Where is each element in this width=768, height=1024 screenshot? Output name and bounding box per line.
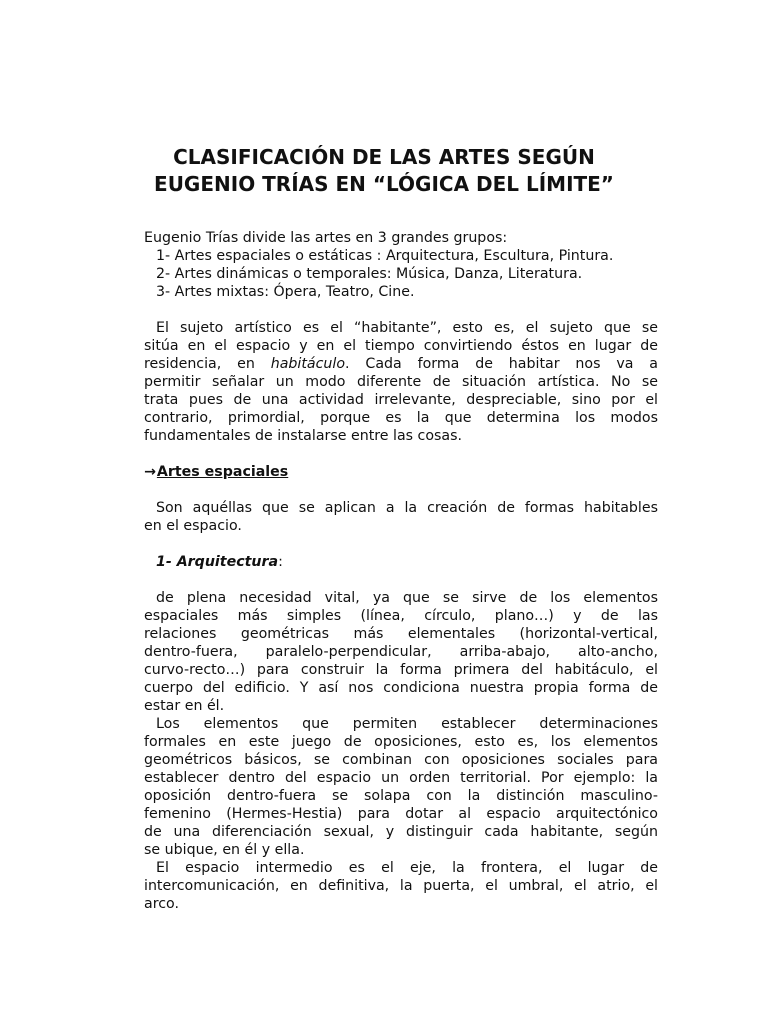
subsection-colon: : bbox=[278, 554, 283, 570]
paragraph-line: Son aquéllas que se aplican a la creación de formas habitables bbox=[156, 500, 658, 516]
list-item-group-3: 3- Artes mixtas: Ópera, Teatro, Cine. bbox=[156, 284, 415, 300]
paragraph-line: en el espacio. bbox=[144, 518, 242, 534]
paragraph-line: contrario, primordial, porque es la que determina los modos bbox=[144, 410, 658, 426]
paragraph-line: trata pues de una actividad irrelevante, despreciable, sino por el bbox=[144, 392, 658, 408]
paragraph-line: intercomunicación, en definitiva, la puerta, el umbral, el atrio, el bbox=[144, 878, 658, 894]
paragraph-artes-espaciales bbox=[144, 499, 658, 535]
document-body bbox=[144, 229, 658, 913]
paragraph-line: dentro-fuera, paralelo-perpendicular, arriba-abajo, alto-ancho, bbox=[144, 644, 658, 660]
paragraph-sujeto-artistico bbox=[144, 319, 658, 445]
paragraph-line: sitúa en el espacio y en el tiempo convirtiendo éstos en lugar de bbox=[144, 338, 658, 354]
paragraph-espacio-intermedio bbox=[144, 859, 658, 913]
paragraph-line: fundamentales de instalarse entre las cosas. bbox=[144, 428, 463, 444]
paragraph-line: geométricos básicos, se combinan con oposiciones sociales para bbox=[144, 752, 658, 768]
paragraph-line: curvo-recto…) para construir la forma primera del habitáculo, el bbox=[144, 662, 658, 678]
paragraph-line: Los elementos que permiten establecer determinaciones bbox=[156, 716, 658, 732]
italic-term-habitaculo: habitáculo bbox=[270, 356, 346, 372]
title-line-1: CLASIFICACIÓN DE LAS ARTES SEGÚN bbox=[173, 145, 595, 169]
list-item-group-1: 1- Artes espaciales o estáticas : Arquitectura, Escultura, Pintura. bbox=[156, 248, 614, 264]
paragraph-arquitectura bbox=[144, 589, 658, 715]
paragraph-line: establecer dentro del espacio un orden territorial. Por ejemplo: la bbox=[144, 770, 658, 786]
paragraph-line: El sujeto artístico es el “habitante”, esto es, el sujeto que se bbox=[156, 320, 658, 336]
paragraph-line: cuerpo del edificio. Y así nos condiciona nuestra propia forma de bbox=[144, 680, 658, 696]
text-fragment: . Cada forma de habitar nos va a bbox=[345, 356, 658, 372]
paragraph-line: femenino (Hermes-Hestia) para dotar al espacio arquitectónico bbox=[144, 806, 658, 822]
paragraph-line-habitaculo bbox=[144, 355, 658, 373]
paragraph-line: formales en este juego de oposiciones, esto es, los elementos bbox=[144, 734, 658, 750]
paragraph-line: espaciales más simples (línea, círculo, plano…) y de las bbox=[144, 608, 658, 624]
paragraph-line: El espacio intermedio es el eje, la frontera, el lugar de bbox=[156, 860, 658, 876]
intro-text: Eugenio Trías divide las artes en 3 grandes grupos: bbox=[144, 230, 508, 246]
paragraph-line: oposición dentro-fuera se solapa con la distinción masculino- bbox=[144, 788, 658, 804]
paragraph-line: permitir señalar un modo diferente de situación artística. No se bbox=[144, 374, 658, 390]
arrow-right-icon: → bbox=[144, 464, 156, 480]
list-item-group-2: 2- Artes dinámicas o temporales: Música, Danza, Literatura. bbox=[156, 266, 583, 282]
title-line-2: EUGENIO TRÍAS EN “LÓGICA DEL LÍMITE” bbox=[154, 172, 614, 196]
paragraph-line: estar en él. bbox=[144, 698, 225, 714]
document-title bbox=[144, 144, 624, 198]
paragraph-line: relaciones geométricas más elementales (horizontal-vertical, bbox=[144, 626, 658, 642]
section-heading-artes-espaciales bbox=[144, 463, 658, 481]
subsection-heading-arquitectura bbox=[144, 553, 658, 571]
paragraph-line: de plena necesidad vital, ya que se sirve de los elementos bbox=[156, 590, 658, 606]
text-fragment: residencia, en bbox=[144, 356, 255, 372]
section-heading-text: Artes espaciales bbox=[156, 464, 289, 480]
paragraph-line: de una diferenciación sexual, y distinguir cada habitante, según bbox=[144, 824, 658, 840]
subsection-heading-text: 1- Arquitectura bbox=[156, 554, 279, 570]
paragraph-line: se ubique, en él y ella. bbox=[144, 842, 305, 858]
paragraph-elementos bbox=[144, 715, 658, 859]
paragraph-line: arco. bbox=[144, 896, 179, 912]
